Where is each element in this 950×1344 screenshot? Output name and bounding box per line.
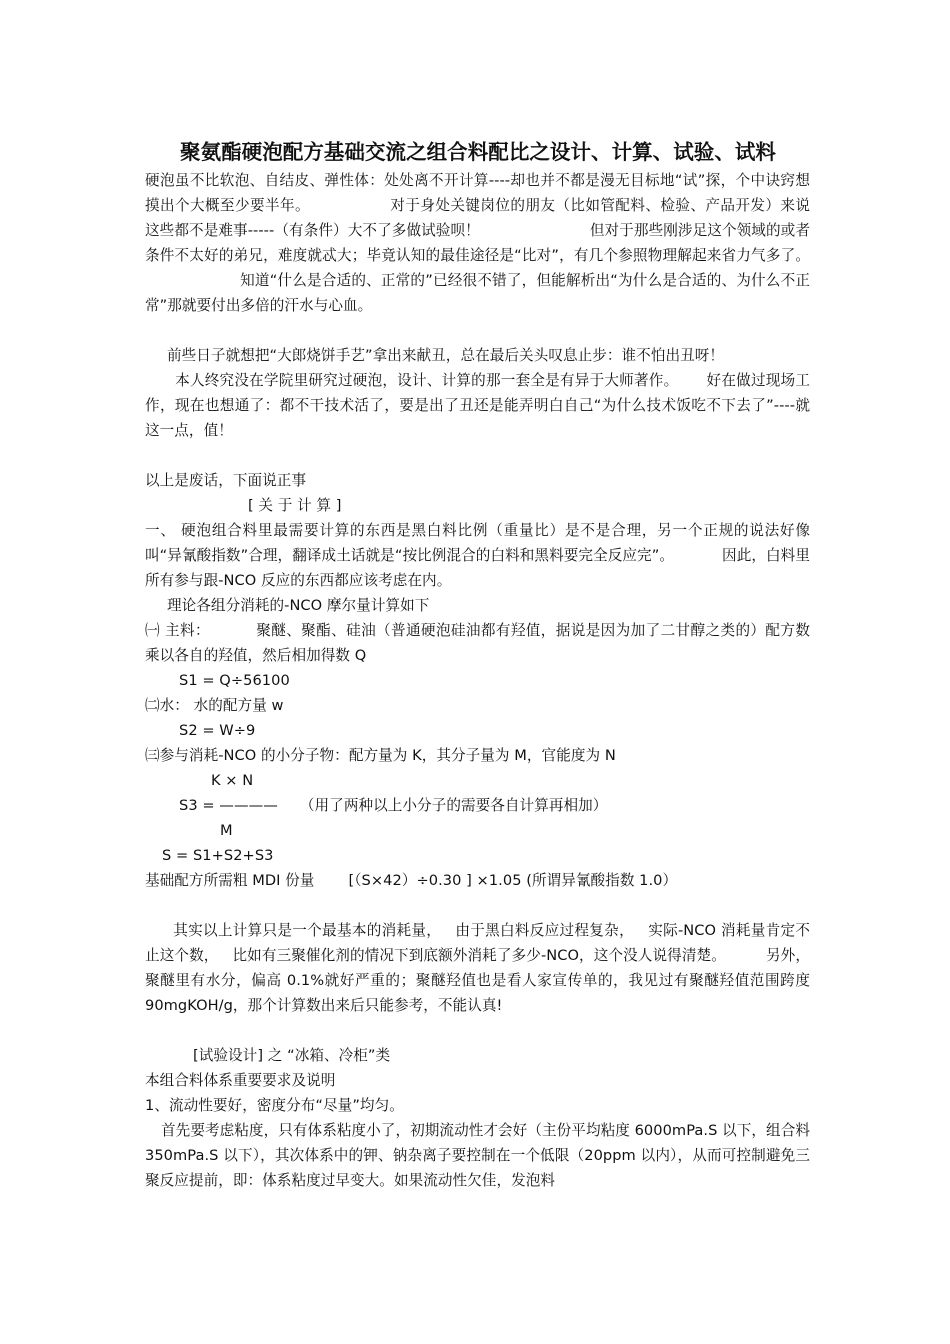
test-text-1: 首先要考虑粘度，只有体系粘度小了，初期流动性才会好（主份平均粘度 6000mPa.S 以下，组合料 350mPa.S 以下），其次体系中的钾、钠杂离子要控制在一个低限（20ppm 以内），从而可控制避免三聚反应提前，即：体系粘度过早变大。如果流动性欠佳，发泡料 <box>145 1122 810 1189</box>
intro-text-4: 知道“什么是合适的、正常的”已经很不错了，但能解析出“为什么是合适的、为什么不正常”那就要付出多倍的汗水与心血。 <box>145 272 810 314</box>
intro-text-6: 好在做过现场工作，现在也想通了：都不干技术活了，要是出了丑还是能弄明白自己“为什么技术饭吃不下去了”----就这一点，值！ <box>145 372 810 439</box>
section-heading-test: [试验设计] 之 “冰箱、冷柜”类 <box>193 1047 391 1064</box>
document-body <box>145 138 810 1193</box>
calc-text-1: 一、 硬泡组合料里最需要计算的东西是黑白料比例（重量比）是不是合理，另一个正规的说法好像叫“异氰酸指数”合理，翻译成土话就是“按比例混合的白料和黑料要完全反应完”。 <box>145 522 810 564</box>
note-paragraph <box>145 918 810 1018</box>
small-molecule-item: ㈢参与消耗-NCO 的小分子物：配方量为 K，其分子量为 M，官能度为 N <box>145 747 616 764</box>
test-item-1-text <box>145 1118 810 1193</box>
mdi-label: 基础配方所需粗 MDI 份量 <box>145 872 315 889</box>
intro-text-3: 但对于那些刚涉足这个领域的或者条件不太好的弟兄，难度就忒大；毕竟认知的最佳途径是“比对”，有几个参照物理解起来省力气多了。 <box>145 222 810 264</box>
mdi-formula-line <box>145 868 810 893</box>
section-heading-calc: [ 关 于 计 算 ] <box>248 497 342 514</box>
transition-text: 以上是废话，下面说正事 <box>145 472 307 489</box>
main-material-label: ㈠ 主料： <box>145 622 210 639</box>
fraction-numerator: K × N <box>211 772 254 789</box>
fraction-denominator: M <box>220 822 233 839</box>
intro-paragraph-3 <box>145 368 810 443</box>
main-material-item <box>145 618 810 668</box>
mdi-formula: [（S×42）÷0.30 ] ×1.05 (所谓异氰酸指数 1.0） <box>348 872 678 889</box>
intro-paragraph-2: 前些日子就想把“大郎烧饼手艺”拿出来献丑，总在最后关头叹息止步：谁不怕出丑呀！ <box>167 347 725 364</box>
test-heading: 本组合料体系重要要求及说明 <box>145 1072 336 1089</box>
test-item-1: 1、流动性要好，密度分布“尽量”均匀。 <box>145 1097 404 1114</box>
theory-line: 理论各组分消耗的-NCO 摩尔量计算如下 <box>167 597 430 614</box>
note-text-1: 其实以上计算只是一个最基本的消耗量， <box>173 922 442 939</box>
document-title: 聚氨酯硬泡配方基础交流之组合料配比之设计、计算、试验、试料 <box>180 140 776 164</box>
note-text-3: 实际-NCO 消耗量肯定不止这个数， <box>145 922 810 964</box>
note-text-2: 由于黑白料反应过程复杂， <box>455 922 634 939</box>
formula-s-total: S = S1+S2+S3 <box>162 847 274 864</box>
intro-text-1: 硬泡虽不比软泡、自结皮、弹性体：处处离不开计算----却也并不都是漫无目标地“试”探，个中诀窍想摸出个大概至少要半年。 <box>145 172 810 214</box>
intro-paragraph <box>145 168 810 318</box>
water-item: ㈡水： 水的配方量 w <box>145 697 284 714</box>
formula-s3-text: S3 = ———— <box>179 797 278 814</box>
formula-s1: S1 = Q÷56100 <box>179 672 290 689</box>
note-text-5: 另外，聚醚里有水分，偏高 0.1%就好严重的；聚醚羟值也是看人家宣传单的，我见过有聚醚羟值范围跨度 90mgKOH/g，那个计算数出来后只能参考，不能认真! <box>145 947 810 1014</box>
main-material-text: 聚醚、聚酯、硅油（普通硬泡硅油都有羟值，据说是因为加了二甘醇之类的）配方数乘以各自的羟值，然后相加得数 Q <box>145 622 810 664</box>
calc-item-1 <box>145 518 810 593</box>
formula-s3 <box>145 793 810 818</box>
formula-s2: S2 = W÷9 <box>179 722 256 739</box>
formula-s3-note: （用了两种以上小分子的需要各自计算再相加） <box>299 797 608 814</box>
note-text-4: 比如有三聚催化剂的情况下到底额外消耗了多少-NCO，这个没人说得清楚。 <box>232 947 726 964</box>
calc-text-2: 因此，白料里所有参与跟-NCO 反应的东西都应该考虑在内。 <box>145 547 810 589</box>
intro-text-2: 对于身处关键岗位的朋友（比如管配料、检验、产品开发）来说这些都不是难事-----（有条件）大不了多做试验呗！ <box>145 197 810 239</box>
intro-text-5: 本人终究没在学院里研究过硬泡，设计、计算的那一套全是有异于大师著作。 <box>175 372 679 389</box>
